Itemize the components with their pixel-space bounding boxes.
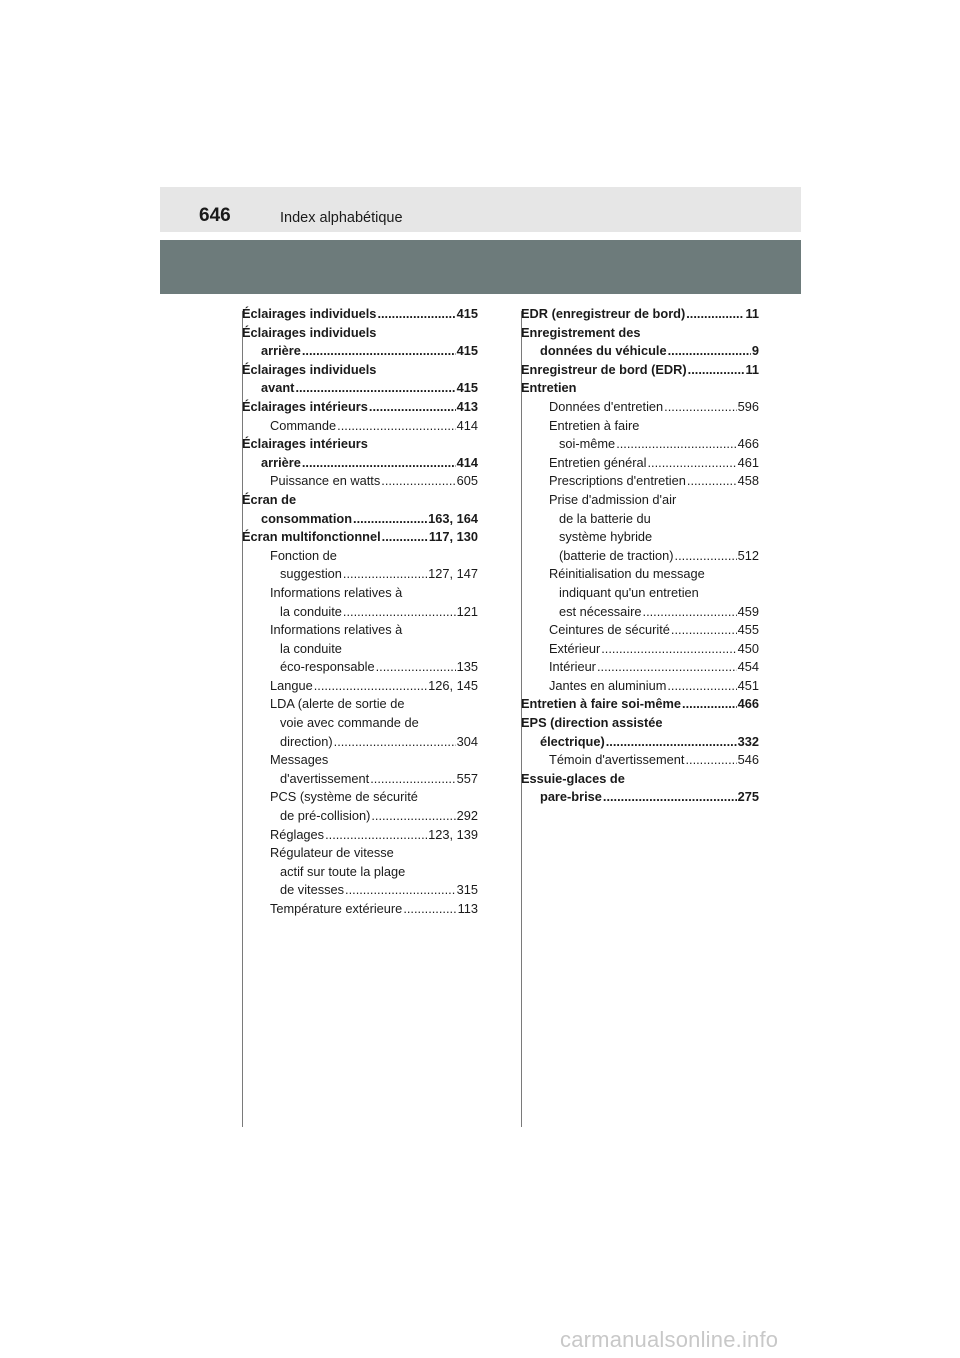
page-reference: 415	[456, 306, 478, 321]
watermark: carmanualsonline.info	[560, 1327, 779, 1352]
page-reference: 127, 147	[428, 566, 478, 582]
page-reference: 117, 130	[428, 529, 478, 545]
leader-dots	[682, 695, 737, 714]
index-entry	[521, 547, 759, 566]
index-term: soi-même	[559, 436, 616, 452]
index-entry	[242, 565, 478, 584]
page-reference: 546	[737, 752, 759, 768]
index-entry	[242, 379, 478, 398]
index-term: Fonction de	[270, 547, 337, 563]
page-reference: 121	[456, 603, 478, 619]
index-entry	[242, 603, 478, 622]
index-entry	[521, 342, 759, 361]
page-reference: 451	[737, 677, 759, 693]
page-reference: 163, 164	[428, 510, 478, 526]
index-term: Langue	[270, 677, 313, 693]
index-term: Données d'entretien	[549, 398, 664, 414]
leader-dots	[675, 547, 737, 566]
page-reference: 454	[737, 659, 759, 675]
index-term: Prescriptions d'entretien	[549, 473, 686, 489]
index-term: est nécessaire	[559, 603, 642, 619]
index-entry	[521, 454, 759, 473]
index-entry	[521, 621, 759, 640]
index-entry	[242, 788, 478, 807]
index-entry	[242, 844, 478, 863]
index-term: électrique)	[540, 733, 605, 749]
leader-dots	[382, 528, 428, 547]
page-reference: 557	[456, 770, 478, 786]
leader-dots	[603, 788, 737, 807]
leader-dots	[370, 770, 455, 789]
page-reference: 466	[737, 696, 759, 712]
index-term: Ceintures de sécurité	[549, 622, 670, 638]
leader-dots	[687, 472, 737, 491]
page-reference: 461	[737, 454, 759, 470]
index-entry	[242, 881, 478, 900]
index-entry	[242, 361, 478, 380]
page-reference: 458	[737, 473, 759, 489]
index-entry	[242, 528, 478, 547]
leader-dots	[601, 640, 736, 659]
page-reference: 414	[456, 417, 478, 433]
index-entry	[521, 491, 759, 510]
index-term: éco-responsable	[280, 659, 375, 675]
leader-dots	[685, 751, 736, 770]
index-term: LDA (alerte de sortie de	[270, 696, 405, 712]
page-reference: 9	[751, 343, 759, 359]
leader-dots	[664, 398, 736, 417]
index-entry	[242, 621, 478, 640]
index-entry	[521, 379, 759, 398]
index-term: Jantes en aluminium	[549, 677, 667, 693]
index-term: Éclairages individuels	[242, 361, 377, 377]
index-entry	[521, 472, 759, 491]
page-reference: 135	[456, 659, 478, 675]
index-entry	[521, 584, 759, 603]
page-number: 646	[199, 205, 231, 226]
leader-dots	[668, 342, 751, 361]
index-entry	[521, 788, 759, 807]
index-term: Éclairages intérieurs	[242, 398, 368, 414]
index-term: Entretien	[521, 380, 577, 396]
index-entry	[521, 733, 759, 752]
index-term: avant	[261, 380, 295, 396]
index-term: Témoin d'avertissement	[549, 752, 685, 768]
page-reference: 512	[737, 547, 759, 563]
index-term: actif sur toute la plage	[280, 863, 406, 879]
index-entry	[242, 770, 478, 789]
leader-dots	[403, 900, 456, 919]
index-term: Intérieur	[549, 659, 596, 675]
index-term: Entretien à faire soi-même	[521, 696, 682, 712]
leader-dots	[343, 565, 427, 584]
page-reference: 605	[456, 473, 478, 489]
index-entry	[521, 398, 759, 417]
index-column-right	[521, 305, 759, 807]
index-entry	[242, 417, 478, 436]
index-term: Prise d'admission d'air	[549, 491, 677, 507]
leader-dots	[314, 677, 427, 696]
leader-dots	[616, 435, 736, 454]
page-reference: 275	[737, 789, 759, 805]
page-reference: 123, 139	[428, 826, 478, 842]
index-column-left	[242, 305, 478, 919]
index-entry	[521, 305, 759, 324]
leader-dots	[302, 342, 456, 361]
index-term: Puissance en watts	[270, 473, 381, 489]
page-reference: 304	[456, 733, 478, 749]
index-term: suggestion	[280, 566, 342, 582]
index-term: Essuie-glaces de	[521, 770, 625, 786]
page-reference: 113	[457, 901, 478, 916]
leader-dots	[353, 510, 427, 529]
index-entry	[242, 863, 478, 882]
leader-dots	[667, 677, 736, 696]
index-term: d'avertissement	[280, 770, 370, 786]
index-term: Éclairages individuels	[242, 324, 377, 340]
index-term: Écran multifonctionnel	[242, 529, 381, 545]
index-term: EDR (enregistreur de bord)	[521, 306, 686, 321]
index-entry	[521, 695, 759, 714]
index-term: Commande	[270, 417, 337, 433]
page-reference: 11	[745, 361, 759, 377]
index-entry	[521, 751, 759, 770]
decorative-band	[160, 240, 801, 294]
index-term: Informations relatives à	[270, 622, 403, 638]
index-entry	[242, 695, 478, 714]
index-entry	[242, 658, 478, 677]
leader-dots	[325, 826, 427, 845]
leader-dots	[381, 472, 455, 491]
leader-dots	[376, 658, 456, 677]
index-entry	[242, 900, 478, 919]
index-entry	[242, 677, 478, 696]
leader-dots	[597, 658, 737, 677]
index-term: PCS (système de sécurité	[270, 789, 418, 805]
index-entry	[242, 714, 478, 733]
index-term: arrière	[261, 454, 301, 470]
page-reference: 315	[456, 882, 478, 898]
index-entry	[521, 640, 759, 659]
leader-dots	[302, 454, 456, 473]
index-term: Messages	[270, 752, 329, 768]
index-term: Extérieur	[549, 640, 601, 656]
page-reference: 415	[456, 343, 478, 359]
leader-dots	[337, 417, 455, 436]
index-entry	[242, 398, 478, 417]
index-entry	[242, 491, 478, 510]
index-entry	[242, 807, 478, 826]
index-term: consommation	[261, 510, 353, 526]
leader-dots	[369, 398, 456, 417]
page-reference: 415	[456, 380, 478, 396]
page-reference: 126, 145	[428, 677, 478, 693]
leader-dots	[377, 305, 455, 324]
index-term: Éclairages individuels	[242, 306, 377, 321]
index-entry	[242, 510, 478, 529]
leader-dots	[334, 733, 456, 752]
leader-dots	[671, 621, 737, 640]
leader-dots	[647, 454, 736, 473]
index-term: Entretien général	[549, 454, 647, 470]
index-term: système hybride	[559, 529, 653, 545]
index-term: indiquant qu'un entretien	[559, 584, 699, 600]
index-term: Réglages	[270, 826, 325, 842]
page-reference: 413	[456, 398, 478, 414]
page-reference: 292	[456, 808, 478, 824]
page-reference: 11	[745, 306, 759, 321]
index-entry	[242, 826, 478, 845]
page-reference: 450	[737, 640, 759, 656]
index-entry	[521, 565, 759, 584]
leader-dots	[343, 603, 456, 622]
index-term: arrière	[261, 343, 301, 359]
leader-dots	[371, 807, 455, 826]
page-reference: 455	[737, 622, 759, 638]
index-term: Écran de	[242, 491, 297, 507]
index-term: (batterie de traction)	[559, 547, 674, 563]
index-entry	[521, 658, 759, 677]
index-term: EPS (direction assistée	[521, 715, 663, 731]
index-entry	[242, 751, 478, 770]
index-term: direction)	[280, 733, 333, 749]
index-entry	[521, 361, 759, 380]
index-term: de la batterie du	[559, 510, 651, 526]
index-term: Éclairages intérieurs	[242, 436, 368, 452]
index-entry	[242, 342, 478, 361]
index-entry	[521, 714, 759, 733]
section-title: Index alphabétique	[280, 210, 403, 226]
index-entry	[242, 454, 478, 473]
index-term: pare-brise	[540, 789, 602, 805]
index-entry	[521, 603, 759, 622]
index-entry	[521, 510, 759, 529]
index-entry	[521, 324, 759, 343]
index-term: Informations relatives à	[270, 584, 403, 600]
index-term: Enregistreur de bord (EDR)	[521, 361, 687, 377]
index-entry	[242, 640, 478, 659]
page-reference: 596	[737, 398, 759, 414]
index-entry	[242, 435, 478, 454]
header-band	[160, 187, 801, 232]
index-entry	[521, 677, 759, 696]
index-term: Réinitialisation du message	[549, 566, 705, 582]
index-term: Enregistrement des	[521, 324, 641, 340]
index-term: la conduite	[280, 640, 342, 656]
leader-dots	[345, 881, 456, 900]
index-term: la conduite	[280, 603, 342, 619]
leader-dots	[295, 379, 455, 398]
index-entry	[242, 547, 478, 566]
index-term: données du véhicule	[540, 343, 667, 359]
index-term: de pré-collision)	[280, 808, 371, 824]
index-entry	[521, 528, 759, 547]
page-reference: 466	[737, 436, 759, 452]
leader-dots	[643, 603, 737, 622]
index-entry	[521, 770, 759, 789]
page-reference: 332	[737, 733, 759, 749]
index-entry	[521, 417, 759, 436]
index-entry	[242, 472, 478, 491]
leader-dots	[688, 361, 745, 380]
index-term: voie avec commande de	[280, 715, 419, 731]
index-entry	[521, 435, 759, 454]
page-reference: 414	[456, 454, 478, 470]
leader-dots	[686, 305, 744, 324]
page-reference: 459	[737, 603, 759, 619]
index-entry	[242, 305, 478, 324]
index-term: de vitesses	[280, 882, 345, 898]
index-term: Entretien à faire	[549, 417, 640, 433]
index-entry	[242, 324, 478, 343]
index-entry	[242, 733, 478, 752]
index-term: Température extérieure	[270, 901, 403, 916]
index-entry	[242, 584, 478, 603]
index-term: Régulateur de vitesse	[270, 845, 394, 861]
leader-dots	[606, 733, 737, 752]
